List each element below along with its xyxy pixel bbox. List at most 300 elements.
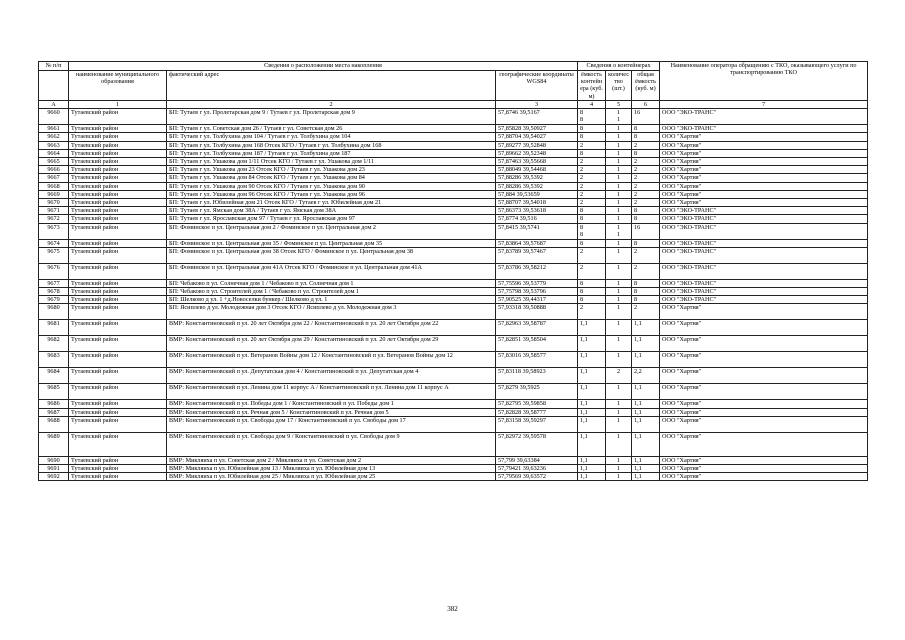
cell-coords: 57,83789 39,57467 [496, 247, 578, 263]
cell-address: БП: Тутаев г ул. Юбилейная дом 21 Отсек КГО / Тутаев г ул. Юбилейная дом 21 [167, 199, 496, 207]
cell-coords: 57,88286 39,5392 [496, 182, 578, 190]
cell-municipality: Тутаевский район [69, 408, 167, 416]
cell-address: ВМР: Константиновский п ул. 20 лет Октября дом 22 / Константиновский п ул. 20 лет Октября дом 22 [167, 320, 496, 336]
cell-count [606, 141, 632, 149]
cell-total: 1,1 [632, 456, 660, 464]
cell-operator: ООО "Хартия" [660, 368, 868, 384]
cell-total: 8 [632, 296, 660, 304]
cell-number: 9677 [39, 279, 69, 287]
cell-coords: 57,8746 39,5167 [496, 109, 578, 125]
count-value: 1 [616, 149, 621, 157]
capacity-value: 8 [580, 207, 584, 215]
table-row [39, 336, 868, 352]
cell-capacity [578, 215, 606, 223]
cell-address: БП: Тутаев г ул. Пролетарская дом 9 / Тутаев г ул. Пролетарская дом 9 [167, 109, 496, 125]
registry-table [38, 61, 868, 481]
table-row [39, 416, 868, 432]
cell-municipality: Тутаевский район [69, 384, 167, 400]
cell-address: БП: Чебаково п ул. Строителей дом 1 / Чебаково п ул. Строителей дом 1 [167, 288, 496, 296]
cell-total: 1,1 [632, 384, 660, 400]
cell-address: ВМР: Константиновский п ул. Ветеранов Войны дом 12 / Константиновский п ул. Ветеранов Войны дом 12 [167, 352, 496, 368]
cell-number: 9669 [39, 190, 69, 198]
cell-municipality: Тутаевский район [69, 352, 167, 368]
cell-municipality: Тутаевский район [69, 223, 167, 239]
cell-capacity [578, 223, 606, 239]
index-cell: А [39, 101, 69, 109]
table-row [39, 288, 868, 296]
table-row [39, 296, 868, 304]
count-value: 1 [616, 456, 621, 464]
cell-total: 1,1 [632, 432, 660, 456]
cell-coords: 57,88049 39,54468 [496, 166, 578, 174]
cell-capacity [578, 190, 606, 198]
cell-operator: ООО "ЭКО-ТРАНС" [660, 279, 868, 287]
table-row [39, 400, 868, 408]
cell-coords: 57,82851 39,58504 [496, 336, 578, 352]
cell-address: БП: Тутаев г ул. Толбухина дом 104 / Тутаев г ул. Толбухина дом 104 [167, 133, 496, 141]
count-value: 1 [616, 141, 621, 149]
table-row [39, 408, 868, 416]
cell-count [606, 320, 632, 336]
cell-count [606, 207, 632, 215]
cell-capacity [578, 109, 606, 125]
capacity-value: 1,1 [580, 336, 588, 344]
cell-coords: 57,87463 39,55668 [496, 158, 578, 166]
count-value: 1 [616, 230, 621, 238]
cell-count [606, 408, 632, 416]
table-row [39, 109, 868, 125]
cell-capacity [578, 368, 606, 384]
cell-coords: 57,75798 39,53796 [496, 288, 578, 296]
cell-municipality: Тутаевский район [69, 416, 167, 432]
cell-number: 9691 [39, 465, 69, 473]
cell-count [606, 166, 632, 174]
count-value: 1 [616, 416, 621, 424]
capacity-value: 8 [580, 223, 584, 231]
count-value: 1 [616, 182, 621, 190]
cell-total: 8 [632, 215, 660, 223]
cell-total: 1,1 [632, 473, 660, 481]
cell-count [606, 336, 632, 352]
cell-number: 9685 [39, 384, 69, 400]
cell-number: 9670 [39, 199, 69, 207]
cell-operator: ООО "Хартия" [660, 408, 868, 416]
cell-address: ВМР: Константиновский п ул. Речная дом 5 / Константиновский п ул. Речная дом 5 [167, 408, 496, 416]
cell-municipality: Тутаевский район [69, 174, 167, 182]
cell-municipality: Тутаевский район [69, 279, 167, 287]
cell-count [606, 182, 632, 190]
capacity-value: 8 [580, 149, 584, 157]
capacity-value: 1,1 [580, 473, 588, 481]
cell-number: 9682 [39, 336, 69, 352]
capacity-value: 8 [580, 109, 584, 117]
cell-total: 2,2 [632, 368, 660, 384]
table-row [39, 368, 868, 384]
cell-number: 9660 [39, 109, 69, 125]
count-value: 1 [616, 239, 621, 247]
cell-municipality: Тутаевский район [69, 432, 167, 456]
capacity-value: 2 [580, 190, 584, 198]
cell-count [606, 174, 632, 182]
count-value: 1 [616, 215, 621, 223]
cell-number: 9686 [39, 400, 69, 408]
index-cell: 4 [578, 101, 606, 109]
cell-total: 8 [632, 239, 660, 247]
cell-count [606, 368, 632, 384]
capacity-value: 2 [580, 263, 584, 271]
cell-number: 9676 [39, 263, 69, 279]
count-value: 1 [616, 166, 621, 174]
cell-count [606, 432, 632, 456]
cell-coords: 57,85828 39,50927 [496, 125, 578, 133]
cell-count [606, 239, 632, 247]
cell-operator: ООО "Хартия" [660, 320, 868, 336]
cell-number: 9666 [39, 166, 69, 174]
cell-total: 2 [632, 247, 660, 263]
cell-operator: ООО "Хартия" [660, 465, 868, 473]
cell-total: 2 [632, 166, 660, 174]
capacity-value: 2 [580, 166, 584, 174]
cell-municipality: Тутаевский район [69, 215, 167, 223]
cell-operator: ООО "ЭКО-ТРАНС" [660, 247, 868, 263]
index-cell: 3 [496, 101, 578, 109]
cell-address: БП: Тутаев г ул. Ушакова дом 96 Отсек КГО / Тутаев г ул. Ушакова дом 96 [167, 190, 496, 198]
cell-number: 9680 [39, 304, 69, 320]
table-row [39, 304, 868, 320]
capacity-value: 2 [580, 247, 584, 255]
header-location-group: Сведения о расположении места накопления [69, 62, 578, 71]
count-value: 1 [616, 116, 621, 124]
count-value: 1 [616, 174, 621, 182]
cell-coords: 57,86373 39,53618 [496, 207, 578, 215]
cell-total: 16 [632, 223, 660, 239]
cell-number: 9662 [39, 133, 69, 141]
cell-capacity [578, 149, 606, 157]
cell-total: 1,1 [632, 400, 660, 408]
cell-number: 9683 [39, 352, 69, 368]
cell-address: БП: Тутаев г ул. Ушакова дом 84 Отсек КГО / Тутаев г ул. Ушакова дом 84 [167, 174, 496, 182]
cell-capacity [578, 296, 606, 304]
cell-municipality: Тутаевский район [69, 158, 167, 166]
cell-address: БП: Тутаев г ул. Толбухина дом 168 Отсек КГО / Тутаев г ул. Толбухина дом 168 [167, 141, 496, 149]
cell-capacity [578, 465, 606, 473]
table-row [39, 473, 868, 481]
cell-count [606, 288, 632, 296]
cell-operator: ООО "Хартия" [660, 174, 868, 182]
cell-municipality: Тутаевский район [69, 320, 167, 336]
cell-operator: ООО "Хартия" [660, 473, 868, 481]
table-row [39, 182, 868, 190]
table-row [39, 149, 868, 157]
capacity-value: 8 [580, 239, 584, 247]
cell-total: 2 [632, 182, 660, 190]
cell-number: 9689 [39, 432, 69, 456]
cell-municipality: Тутаевский район [69, 368, 167, 384]
count-value: 1 [616, 125, 621, 133]
cell-count [606, 190, 632, 198]
cell-capacity [578, 456, 606, 464]
cell-operator: ООО "Хартия" [660, 199, 868, 207]
cell-municipality: Тутаевский район [69, 125, 167, 133]
cell-number: 9664 [39, 149, 69, 157]
cell-operator: ООО "ЭКО-ТРАНС" [660, 125, 868, 133]
cell-operator: ООО "Хартия" [660, 456, 868, 464]
cell-count [606, 215, 632, 223]
cell-address: ВМР: Микляиха п ул. Советская дом 2 / Микляиха п ул. Советская дом 2 [167, 456, 496, 464]
table-row [39, 320, 868, 336]
cell-operator: ООО "Хартия" [660, 304, 868, 320]
table-row [39, 166, 868, 174]
cell-capacity [578, 182, 606, 190]
count-value: 1 [616, 199, 621, 207]
cell-capacity [578, 352, 606, 368]
capacity-value: 1,1 [580, 416, 588, 424]
capacity-value: 8 [580, 288, 584, 296]
cell-address: БП: Шелково д ул. 1 +д.Новоселки бункер / Шелково д ул. 1 [167, 296, 496, 304]
cell-operator: ООО "Хартия" [660, 416, 868, 432]
header-index-row [39, 101, 868, 109]
count-value: 1 [616, 158, 621, 166]
cell-number: 9678 [39, 288, 69, 296]
cell-number: 9668 [39, 182, 69, 190]
cell-count [606, 199, 632, 207]
cell-operator: ООО "ЭКО-ТРАНС" [660, 207, 868, 215]
cell-count [606, 158, 632, 166]
count-value: 1 [616, 473, 621, 481]
cell-total: 8 [632, 279, 660, 287]
cell-municipality: Тутаевский район [69, 473, 167, 481]
count-value: 1 [616, 190, 621, 198]
cell-number: 9663 [39, 141, 69, 149]
cell-total: 2 [632, 174, 660, 182]
table-row [39, 432, 868, 456]
cell-number: 9661 [39, 125, 69, 133]
capacity-value: 8 [580, 230, 584, 238]
cell-capacity [578, 239, 606, 247]
table-row [39, 199, 868, 207]
cell-capacity [578, 400, 606, 408]
cell-total: 1,1 [632, 408, 660, 416]
cell-count [606, 223, 632, 239]
cell-total: 2 [632, 190, 660, 198]
cell-operator: ООО "ЭКО-ТРАНС" [660, 223, 868, 239]
cell-coords: 57,88704 39,54027 [496, 133, 578, 141]
header-operator: Наименование оператора обращению с ТКО, оказывающего услуги по транспортированию ТКО [660, 62, 868, 101]
cell-coords: 57,79569 39,63572 [496, 473, 578, 481]
count-value: 1 [616, 296, 621, 304]
capacity-value: 2 [580, 174, 584, 182]
capacity-value: 8 [580, 296, 584, 304]
cell-address: БП: Тутаев г ул. Ушакова дом 23 Отсек КГО / Тутаев г ул. Ушакова дом 23 [167, 166, 496, 174]
cell-number: 9674 [39, 239, 69, 247]
cell-count [606, 416, 632, 432]
cell-number: 9684 [39, 368, 69, 384]
cell-count [606, 465, 632, 473]
count-value: 1 [616, 320, 621, 328]
cell-coords: 57,8774 39,516 [496, 215, 578, 223]
cell-total: 8 [632, 207, 660, 215]
cell-coords: 57,83158 39,59297 [496, 416, 578, 432]
cell-count [606, 304, 632, 320]
cell-capacity [578, 199, 606, 207]
cell-count [606, 384, 632, 400]
cell-municipality: Тутаевский район [69, 296, 167, 304]
cell-operator: ООО "ЭКО-ТРАНС" [660, 109, 868, 125]
cell-total: 2 [632, 141, 660, 149]
cell-coords: 57,8279 39,5925 [496, 384, 578, 400]
cell-address: ВМР: Константиновский п ул. Победы дом 1 / Константиновский п ул. Победы дом 1 [167, 400, 496, 408]
cell-municipality: Тутаевский район [69, 190, 167, 198]
header-municipality: наименование муниципального образования [69, 71, 167, 101]
cell-count [606, 456, 632, 464]
cell-address: БП: Тутаев г ул. Толбухина дом 187 / Тутаев г ул. Толбухина дом 187 [167, 149, 496, 157]
cell-coords: 57,82795 39,59858 [496, 400, 578, 408]
cell-municipality: Тутаевский район [69, 199, 167, 207]
table-row [39, 352, 868, 368]
header-blank [39, 71, 69, 101]
cell-operator: ООО "ЭКО-ТРАНС" [660, 296, 868, 304]
table-row [39, 190, 868, 198]
cell-capacity [578, 207, 606, 215]
count-value: 1 [616, 133, 621, 141]
cell-municipality: Тутаевский район [69, 166, 167, 174]
table-row [39, 263, 868, 279]
cell-total: 1,1 [632, 416, 660, 432]
index-cell: 1 [69, 101, 167, 109]
count-value: 1 [616, 207, 621, 215]
cell-address: БП: Фоминское п ул. Центральная дом 35 / Фоминское п ул. Центральная дом 35 [167, 239, 496, 247]
capacity-value: 2 [580, 158, 584, 166]
cell-capacity [578, 320, 606, 336]
capacity-value: 2 [580, 182, 584, 190]
cell-total: 16 [632, 109, 660, 125]
count-value: 1 [616, 432, 621, 440]
cell-address: БП: Фоминское п ул. Центральная дом 38 Отсек КГО / Фоминское п ул. Центральная дом 38 [167, 247, 496, 263]
cell-capacity [578, 174, 606, 182]
capacity-value: 1,1 [580, 384, 588, 392]
cell-capacity [578, 384, 606, 400]
table-row [39, 247, 868, 263]
cell-operator: ООО "ЭКО-ТРАНС" [660, 263, 868, 279]
cell-count [606, 109, 632, 125]
cell-count [606, 296, 632, 304]
cell-address: БП: Тутаев г ул. Ярославская дом 97 / Тутаев г ул. Ярославская дом 97 [167, 215, 496, 223]
header-capacity: ёмкость контейнера (куб. м) [578, 71, 606, 101]
capacity-value: 2 [580, 304, 584, 312]
capacity-value: 8 [580, 133, 584, 141]
cell-coords: 57,83864 39,57687 [496, 239, 578, 247]
count-value: 1 [616, 400, 621, 408]
cell-address: ВМР: Константиновский п ул. Ленина дом 11 корпус А / Константиновский п ул. Ленина дом 11 корпус А [167, 384, 496, 400]
cell-municipality: Тутаевский район [69, 141, 167, 149]
cell-municipality: Тутаевский район [69, 263, 167, 279]
capacity-value: 8 [580, 215, 584, 223]
cell-address: ВМР: Микляиха п ул. Юбилейная дом 25 / Микляиха п ул. Юбилейная дом 25 [167, 473, 496, 481]
capacity-value: 1,1 [580, 465, 588, 473]
table-row [39, 215, 868, 223]
cell-municipality: Тутаевский район [69, 465, 167, 473]
cell-address: ВМР: Константиновский п ул. Свободы дом 9 / Константиновский п ул. Свободы дом 9 [167, 432, 496, 456]
table-row [39, 133, 868, 141]
cell-municipality: Тутаевский район [69, 247, 167, 263]
table-row [39, 384, 868, 400]
cell-operator: ООО "ЭКО-ТРАНС" [660, 288, 868, 296]
cell-count [606, 352, 632, 368]
cell-municipality: Тутаевский район [69, 133, 167, 141]
cell-number: 9675 [39, 247, 69, 263]
cell-municipality: Тутаевский район [69, 239, 167, 247]
cell-number: 9690 [39, 456, 69, 464]
cell-number: 9671 [39, 207, 69, 215]
cell-total: 2 [632, 263, 660, 279]
cell-number: 9673 [39, 223, 69, 239]
count-value: 1 [616, 465, 621, 473]
capacity-value: 1,1 [580, 432, 588, 440]
cell-coords: 57,83118 39,58923 [496, 368, 578, 384]
cell-address: БП: Тутаев г ул. Советская дом 26 / Тутаев г ул. Советская дом 26 [167, 125, 496, 133]
cell-total: 1,1 [632, 320, 660, 336]
cell-coords: 57,75596 39,53779 [496, 279, 578, 287]
capacity-value: 1,1 [580, 368, 588, 376]
table-body [39, 109, 868, 481]
cell-address: БП: Тутаев г ул. Ямская дом 38А / Тутаев г ул. Ямская дом 38А [167, 207, 496, 215]
cell-address: ВМР: Константиновский п ул. Депутатская дом 4 / Константиновский п ул. Депутатская дом 4 [167, 368, 496, 384]
cell-total: 8 [632, 288, 660, 296]
cell-total: 1,1 [632, 352, 660, 368]
cell-operator: ООО "Хартия" [660, 182, 868, 190]
count-value: 1 [616, 336, 621, 344]
table-row [39, 465, 868, 473]
cell-total: 2 [632, 199, 660, 207]
cell-total: 8 [632, 149, 660, 157]
table-row [39, 158, 868, 166]
cell-coords: 57,884 39,53659 [496, 190, 578, 198]
cell-total: 2 [632, 158, 660, 166]
cell-capacity [578, 166, 606, 174]
count-value: 2 [616, 368, 621, 376]
cell-count [606, 473, 632, 481]
cell-operator: ООО "Хартия" [660, 352, 868, 368]
table-row [39, 223, 868, 239]
cell-municipality: Тутаевский район [69, 149, 167, 157]
cell-coords: 57,89662 39,52348 [496, 149, 578, 157]
count-value: 1 [616, 223, 621, 231]
cell-count [606, 279, 632, 287]
cell-capacity [578, 304, 606, 320]
capacity-value: 1,1 [580, 320, 588, 328]
cell-total: 2 [632, 304, 660, 320]
capacity-value: 2 [580, 199, 584, 207]
cell-municipality: Тутаевский район [69, 182, 167, 190]
cell-count [606, 133, 632, 141]
cell-count [606, 125, 632, 133]
page-number: 382 [447, 605, 458, 613]
count-value: 1 [616, 247, 621, 255]
cell-number: 9688 [39, 416, 69, 432]
cell-municipality: Тутаевский район [69, 109, 167, 125]
capacity-value: 2 [580, 141, 584, 149]
table-row [39, 239, 868, 247]
count-value: 1 [616, 384, 621, 392]
cell-municipality: Тутаевский район [69, 400, 167, 408]
cell-address: БП: Фоминское п ул. Центральная дом 41А Отсек КГО / Фоминское п ул. Центральная дом 41А [167, 263, 496, 279]
cell-operator: ООО "Хартия" [660, 133, 868, 141]
cell-capacity [578, 336, 606, 352]
cell-total: 8 [632, 125, 660, 133]
table-row [39, 456, 868, 464]
table-row [39, 125, 868, 133]
cell-number: 9667 [39, 174, 69, 182]
